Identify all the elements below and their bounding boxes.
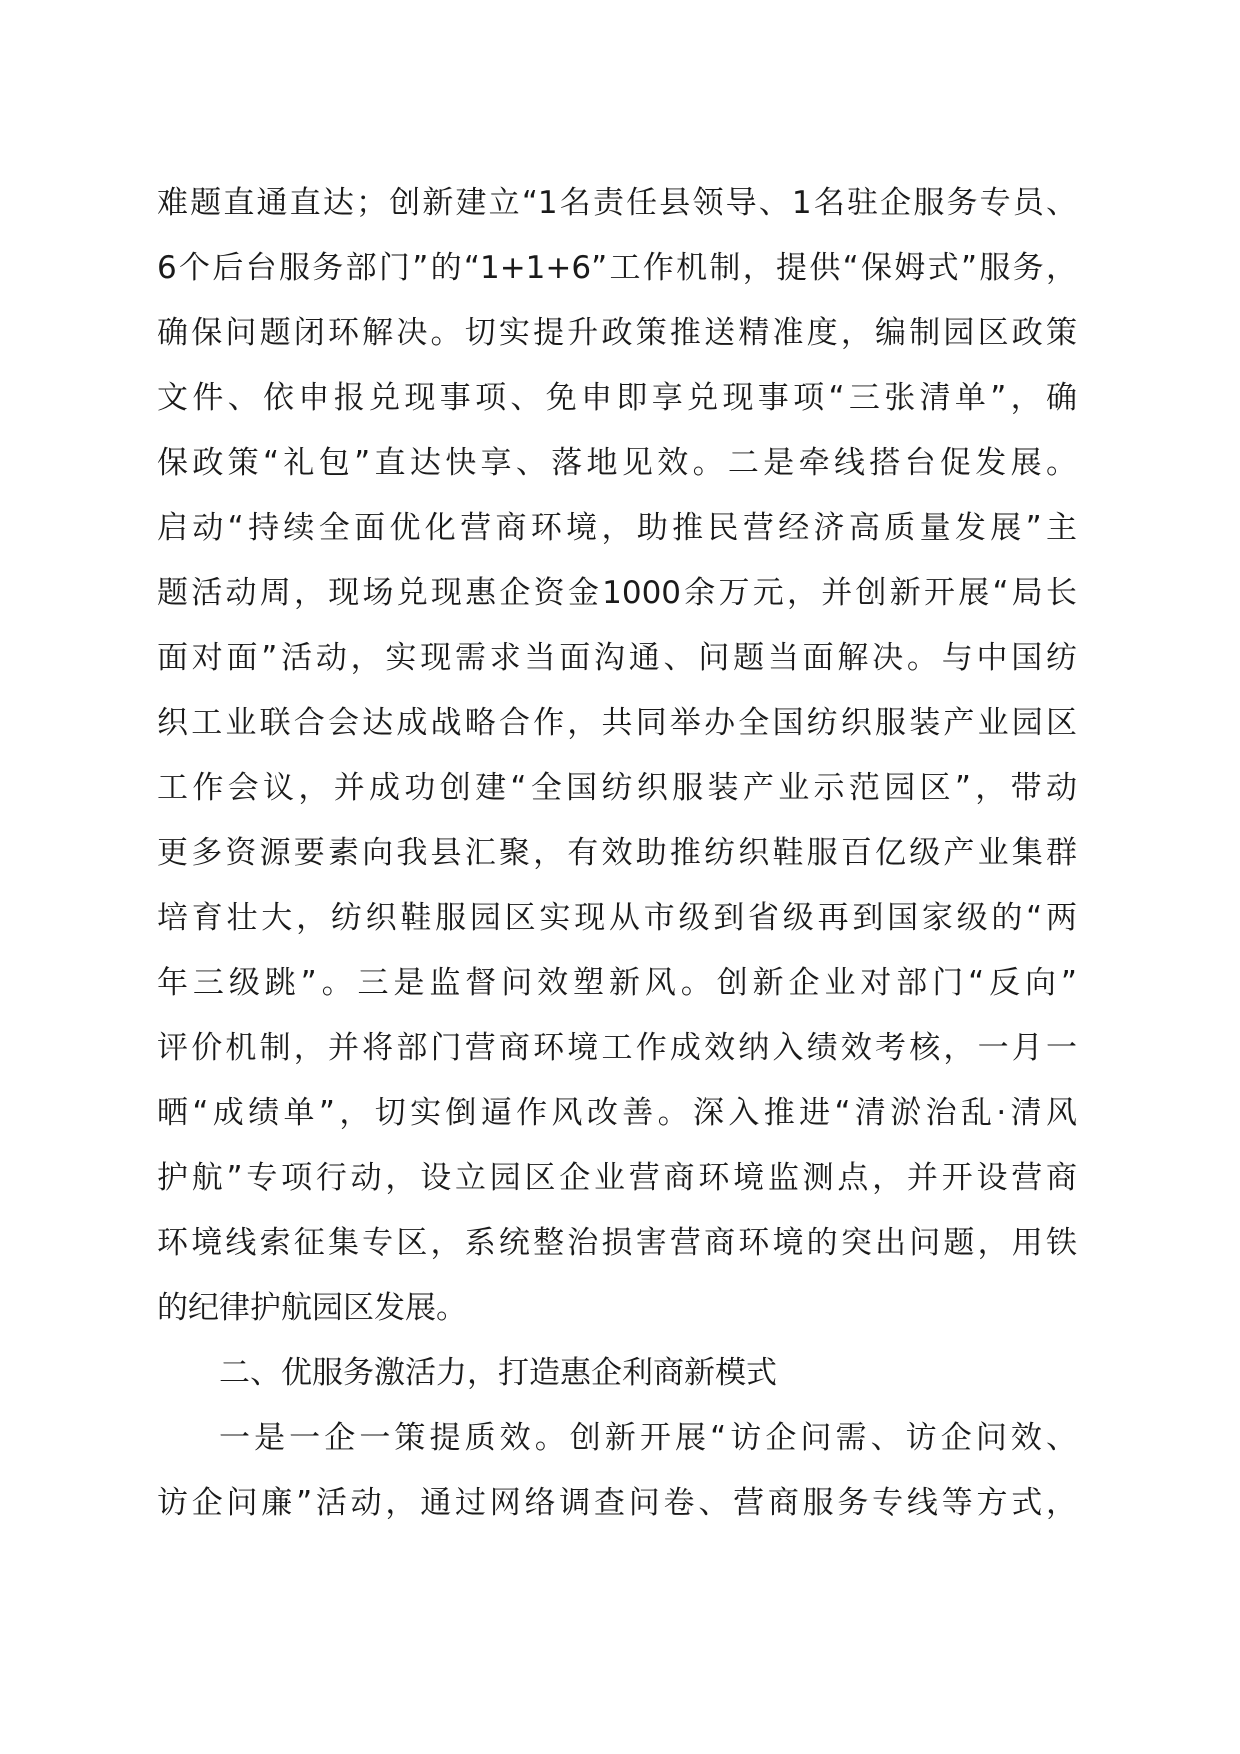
- text-line: 面对面”活动，实现需求当面沟通、问题当面解决。与中国纺: [157, 640, 1077, 676]
- text-line: 更多资源要素向我县汇聚，有效助推纺织鞋服百亿级产业集群: [157, 835, 1077, 871]
- text-line: 一是一企一策提质效。创新开展“访企问需、访企问效、: [219, 1420, 1077, 1456]
- text-line: 文件、依申报兑现事项、免申即享兑现事项“三张清单”，确: [157, 380, 1077, 416]
- text-line: 评价机制，并将部门营商环境工作成效纳入绩效考核，一月一: [157, 1030, 1077, 1066]
- text-line: 的纪律护航园区发展。: [157, 1290, 467, 1326]
- text-line: 晒“成绩单”，切实倒逼作风改善。深入推进“清淤治乱·清风: [157, 1095, 1077, 1131]
- text-line: 环境线索征集专区，系统整治损害营商环境的突出问题，用铁: [157, 1225, 1077, 1261]
- text-line: 年三级跳”。三是监督问效塑新风。创新企业对部门“反向”: [157, 965, 1077, 1001]
- text-line: 工作会议，并成功创建“全国纺织服装产业示范园区”，带动: [157, 770, 1077, 806]
- text-line: 护航”专项行动，设立园区企业营商环境监测点，并开设营商: [157, 1160, 1077, 1196]
- text-line: 保政策“礼包”直达快享、落地见效。二是牵线搭台促发展。: [157, 445, 1077, 481]
- text-line: 确保问题闭环解决。切实提升政策推送精准度，编制园区政策: [157, 315, 1077, 351]
- body-text: [157, 171, 1077, 1536]
- section-heading: 二、优服务激活力，打造惠企利商新模式: [219, 1355, 777, 1391]
- text-line: 6个后台服务部门”的“1+1+6”工作机制，提供“保姆式”服务，: [157, 250, 1077, 286]
- text-line: 题活动周，现场兑现惠企资金1000余万元，并创新开展“局长: [157, 575, 1077, 611]
- text-line: 访企问廉”活动，通过网络调查问卷、营商服务专线等方式，: [157, 1485, 1077, 1521]
- text-line: 难题直通直达；创新建立“1名责任县领导、1名驻企服务专员、: [157, 185, 1077, 221]
- text-line: 启动“持续全面优化营商环境，助推民营经济高质量发展”主: [157, 510, 1077, 546]
- text-line: 培育壮大，纺织鞋服园区实现从市级到省级再到国家级的“两: [157, 900, 1077, 936]
- text-line: 织工业联合会达成战略合作，共同举办全国纺织服装产业园区: [157, 705, 1077, 741]
